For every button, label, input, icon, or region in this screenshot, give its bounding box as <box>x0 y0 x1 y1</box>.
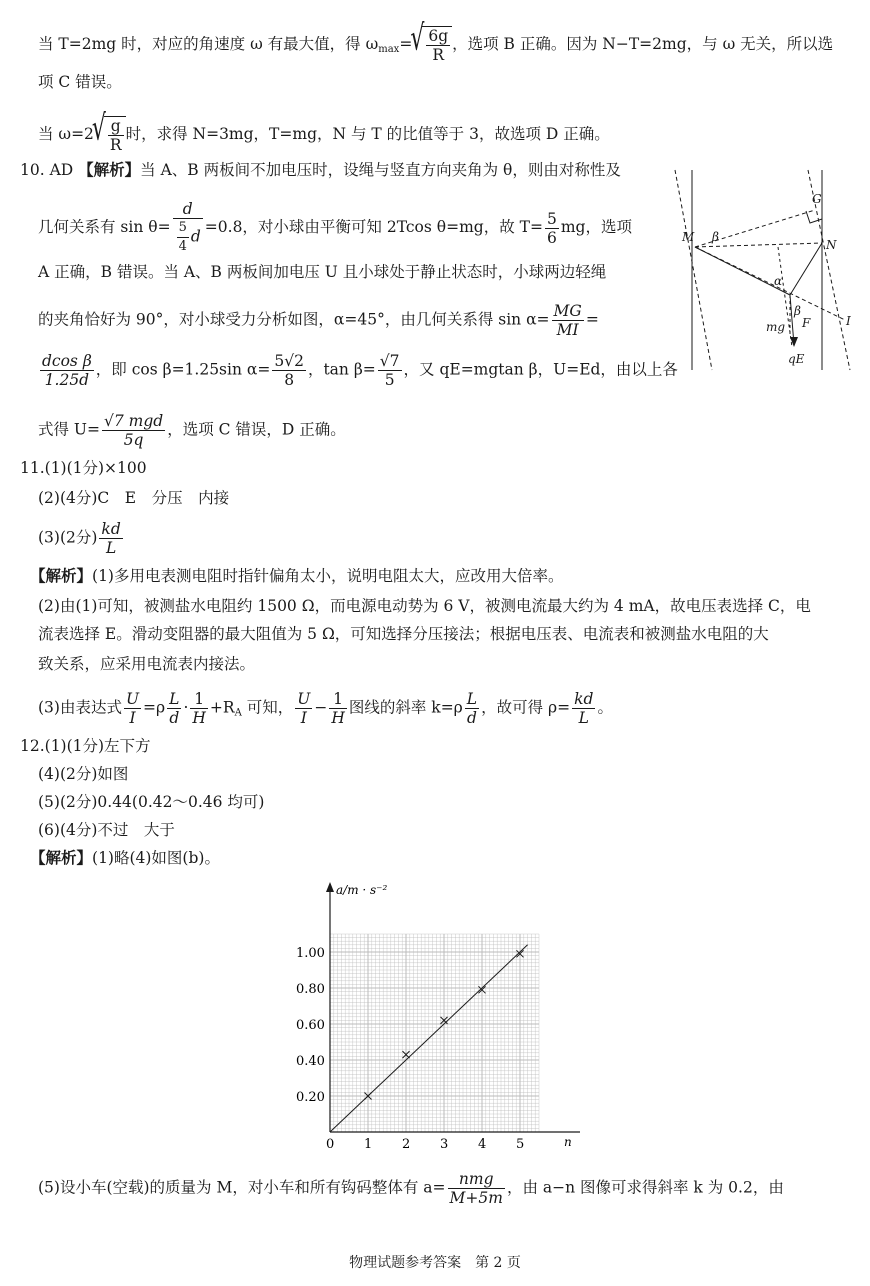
y-tick-label: 1.00 <box>296 946 325 961</box>
q11-line-3 <box>38 520 125 557</box>
frac-1-over-h-2 <box>329 690 347 727</box>
q10-l4-a: 的夹角恰好为 90°，对小球受力分析如图，α=45°，由几何关系得 sin α= <box>38 310 550 329</box>
frac-num: √ 6g <box>428 27 449 45</box>
q10-l6-b: ，选项 C 错误，D 正确。 <box>167 420 346 439</box>
arrow-head <box>790 337 798 347</box>
ra-subscript: A <box>234 707 242 719</box>
a-n-chart <box>290 880 590 1160</box>
q11-line-5: (2)由(1)可知，被测盐水电阻约 1500 Ω，而电源电动势为 6 V，被测电流最大约为 4 mA，故电压表选择 C，电 <box>38 597 811 615</box>
frac-den: 1.25d <box>44 371 90 389</box>
frac-num: U <box>297 690 311 708</box>
frac-num: kd <box>101 520 121 538</box>
frac-den: I <box>129 709 136 727</box>
frac-num: 1 <box>329 690 347 709</box>
frac-den: H <box>192 709 206 727</box>
frac-den: d <box>169 709 180 727</box>
q10-line-3: A 正确，B 错误。当 A、B 两板间加电压 U 且小球处于静止状态时，小球两边轻绳 <box>38 263 607 281</box>
frac-5-over-6 <box>545 210 559 247</box>
label-qe: qE <box>788 352 805 366</box>
q10-l2-a: 几何关系有 sin θ= <box>38 218 171 236</box>
x-tick-label: 3 <box>440 1137 449 1152</box>
q10-l5-b: ，tan β= <box>307 360 376 379</box>
frac-u-over-i <box>124 690 141 727</box>
y-axis-arrow <box>326 882 334 892</box>
q11-l3-a: (3)(2分) <box>38 528 98 547</box>
q11-l8-b: =ρ <box>143 698 166 717</box>
x-tick-label: 0 <box>326 1137 335 1152</box>
q12-l5: (1)略(4)如图(b)。 <box>92 849 220 867</box>
q11-l8-c: · <box>183 698 189 717</box>
q10-line-6 <box>38 412 346 449</box>
x-tick-label: 2 <box>402 1137 411 1152</box>
frac-mg-over-mi <box>552 302 584 339</box>
frac-den: 5 <box>384 371 395 389</box>
q11-l8-a: (3)由表达式 <box>38 698 122 717</box>
y-tick-label: 0.80 <box>296 982 325 997</box>
q11-line-6: 流表选择 E。滑动变阻器的最大阻值为 5 Ω，可知选择分压接法；根据电压表、电流表和被测盐水电阻的大 <box>38 625 769 643</box>
frac-u-over-i-2 <box>295 690 312 727</box>
q9-text-a: 当 T=2mg 时，对应的角速度 ω 有最大值，得 ω <box>38 35 379 53</box>
q10-line-5 <box>38 352 678 389</box>
q9-line-2: 项 C 错误。 <box>38 73 122 91</box>
page-footer: 物理试题参考答案 第 2 页 <box>349 1255 521 1271</box>
q11-l8-i: 。 <box>597 698 613 717</box>
q12-line-3: (5)(2分)0.44(0.42～0.46 均可) <box>38 793 265 811</box>
q11-l8-g: 图线的斜率 k=ρ <box>348 698 463 717</box>
frac-root7-over-5 <box>378 352 402 389</box>
frac-num: √7 <box>379 352 400 370</box>
frac-5root2-over-8 <box>272 352 306 389</box>
frac-den: M+5m <box>449 1189 503 1207</box>
q12-l6-a: (5)设小车(空载)的质量为 M，对小车和所有钩码整体有 a= <box>38 1178 446 1197</box>
frac-1-over-h <box>190 690 208 727</box>
q12-line-1: 12.(1)(1分)左下方 <box>20 737 151 755</box>
q10-l5-c: ，又 qE=mgtan β，U=Ed，由以上各 <box>403 360 678 379</box>
q11-l4: (1)多用电表测电阻时指针偏角太小，说明电阻太大，应改用大倍率。 <box>92 567 564 585</box>
frac-den: H <box>331 709 345 727</box>
q11-l8-e: 可知， <box>241 698 294 717</box>
frac-num: dcos β <box>42 352 92 370</box>
frac-root7mgd-over-5q <box>102 412 165 449</box>
q11-l8-f: − <box>314 698 328 717</box>
label-mg: mg <box>766 320 786 334</box>
label-alpha: α <box>774 274 783 288</box>
analysis-tag: 【解析】 <box>78 161 141 179</box>
label-f: F <box>802 316 811 330</box>
x-tick-label: 1 <box>364 1137 373 1152</box>
frac-num: 5√2 <box>274 352 304 370</box>
rope-right <box>790 243 822 295</box>
frac-den: 5q <box>123 431 144 449</box>
q10-line-1 <box>20 160 621 180</box>
frac-den-tail: d <box>190 227 201 246</box>
frac-den: 8 <box>284 371 295 389</box>
y-tick-label: 0.60 <box>296 1018 325 1033</box>
frac-den: I <box>300 709 307 727</box>
q9-line-3 <box>38 116 610 154</box>
q12-l6-b: ，由 a−n 图像可求得斜率 k 为 0.2，由 <box>506 1178 784 1197</box>
q10-line-4 <box>38 302 599 339</box>
q9-l3-a: 当 ω=2 <box>38 125 94 143</box>
label-beta-bottom: β <box>794 304 801 318</box>
frac-num: nmg <box>448 1170 505 1189</box>
frac-num: 5 <box>546 209 557 228</box>
q9-l3-b: 时，求得 N=3mg，T=mg，N 与 T 的比值等于 3，故选项 D 正确。 <box>125 125 610 143</box>
frac-kd-over-l <box>99 520 122 557</box>
y-tick-label: 0.40 <box>296 1054 325 1069</box>
label-m: M <box>682 230 695 244</box>
q10-l1: 当 A、B 两板间不加电压时，设绳与竖直方向夹角为 θ，则由对称性及 <box>140 161 621 179</box>
q12-line-5 <box>30 848 220 868</box>
q9-eq: = <box>399 35 413 53</box>
sqrt-g-over-r <box>104 116 126 154</box>
q9-line-1 <box>38 26 833 64</box>
frac-den: L <box>105 539 117 557</box>
y-tick-label: 0.20 <box>296 1090 325 1105</box>
dashed-a <box>675 170 712 370</box>
q11-l8-d: +R <box>209 698 235 717</box>
frac-den: d <box>466 709 477 727</box>
q9-text-b: ，选项 B 正确。因为 N−T=2mg，与 ω 无关，所以选 <box>452 35 834 53</box>
y-axis-label: a/m · s⁻² <box>336 883 388 897</box>
q11-line-2: (2)(4分)C E 分压 内接 <box>38 489 230 507</box>
q10-number: 10. AD <box>20 161 74 179</box>
frac-dcos-over-125d <box>40 352 94 389</box>
frac-den: L <box>578 709 589 727</box>
x-axis-label: n <box>564 1135 572 1149</box>
x-tick-label: 4 <box>478 1137 487 1152</box>
q12-line-6 <box>38 1170 784 1207</box>
frac-den: R <box>432 46 445 64</box>
label-g: G <box>812 192 822 206</box>
q10-line-2 <box>38 200 632 256</box>
q10-l6-a: 式得 U= <box>38 420 100 439</box>
frac-num: d <box>173 200 203 219</box>
force-diagram <box>670 165 860 375</box>
q11-l8-h: ，故可得 ρ= <box>481 698 571 717</box>
frac-l-over-d-2 <box>465 690 479 727</box>
q11-line-8 <box>38 690 613 727</box>
frac-den: 4 <box>178 239 187 254</box>
frac-num: MG <box>553 302 582 320</box>
q10-l2-b: =0.8，对小球由平衡可知 2Tcos θ=mg，故 T= <box>204 218 543 236</box>
right-angle-mark <box>806 211 822 223</box>
frac-den: MI <box>556 321 579 339</box>
q11-line-7: 致关系，应采用电流表内接法。 <box>38 655 256 673</box>
frac-d-over-5-4-d <box>173 200 203 256</box>
frac-den <box>173 219 203 256</box>
q10-l2-c: mg，选项 <box>560 218 632 236</box>
frac-num: kd <box>574 690 594 708</box>
q11-line-1: 11.(1)(1分)×100 <box>20 459 147 477</box>
frac-l-over-d <box>167 690 181 727</box>
frac-num: L <box>169 690 180 708</box>
frac-nmg-over-m5m <box>448 1170 505 1207</box>
frac-den: R <box>109 136 122 154</box>
label-n: N <box>826 238 837 252</box>
frac-num: 5 <box>177 219 189 238</box>
frac-num: U <box>125 690 140 708</box>
sqrt-6g-over-r <box>422 26 452 64</box>
q10-l4-b: = <box>585 310 599 329</box>
label-beta-top: β <box>712 230 719 244</box>
q12-line-2: (4)(2分)如图 <box>38 765 129 783</box>
analysis-tag: 【解析】 <box>30 567 93 585</box>
frac-num: √ g <box>108 117 124 136</box>
x-tick-label: 5 <box>516 1137 525 1152</box>
frac-den: 6 <box>546 228 557 247</box>
frac-num: √7 mgd <box>103 412 164 430</box>
q12-line-4: (6)(4分)不过 大于 <box>38 821 175 839</box>
q10-l5-a: ，即 cos β=1.25sin α= <box>95 360 271 379</box>
q11-line-4 <box>30 566 563 586</box>
frac-kd-over-l-2 <box>572 690 595 727</box>
label-i: I <box>846 314 851 328</box>
analysis-tag: 【解析】 <box>30 849 93 867</box>
omega-max-subscript: max <box>378 44 400 55</box>
frac-num: 1 <box>190 690 208 709</box>
frac-num: L <box>466 690 478 708</box>
